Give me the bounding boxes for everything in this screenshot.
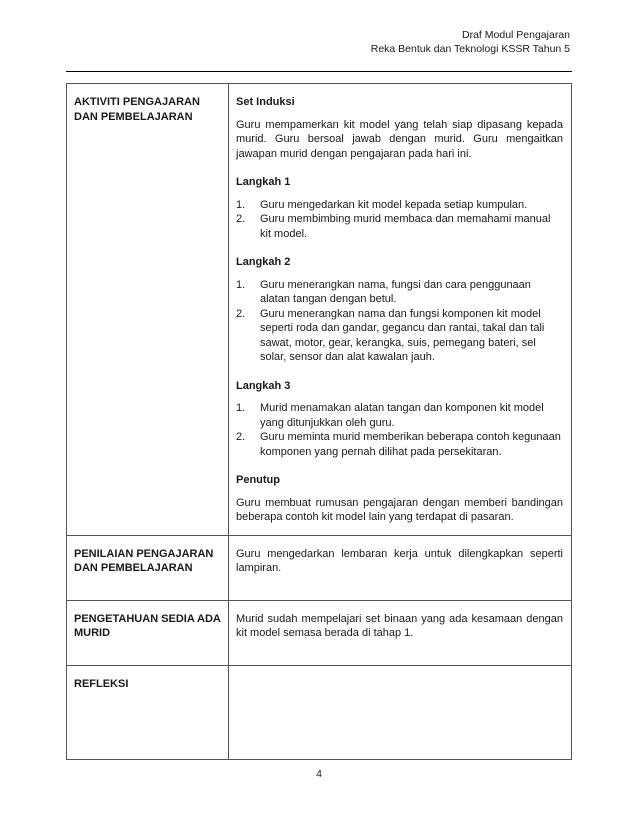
label-refleksi: REFLEKSI [67,665,229,759]
langkah3-title: Langkah 3 [236,379,291,392]
penutup-text: Guru membuat rumusan pengajaran dengan memberi bandingan beberapa contoh kit model lain yang terdapat di pasaran. [236,496,563,523]
item-number: 1. [236,402,246,414]
content-penilaian [229,535,572,600]
list-item [236,212,563,241]
penilaian-text: Guru mengedarkan lembaran kerja untuk dilengkapkan seperti lampiran. [236,547,563,574]
row-aktiviti [67,84,572,536]
item-text: Guru menerangkan nama dan fungsi komponen kit model seperti roda dan gandar, gegancu dan rantai, takal dan tali sawat, motor, gear, kerangka, suis, pemegang bateri, sel solar, sensor dan alat kawalan jauh. [260,307,545,363]
item-number: 2. [236,213,246,225]
list-item [236,430,563,459]
label-aktiviti: AKTIVITI PENGAJARAN DAN PEMBELAJARAN [67,84,229,536]
langkah2-title: Langkah 2 [236,256,291,268]
label-penilaian: PENILAIAN PENGAJARAN DAN PEMBELAJARAN [67,535,229,600]
penutup-title: Penutup [236,474,280,486]
label-pengetahuan: PENGETAHUAN SEDIA ADA MURID [67,600,229,665]
set-induksi-title: Set Induksi [236,96,295,108]
list-item [236,278,563,307]
row-penilaian [67,535,572,600]
item-number: 1. [236,278,246,291]
header-divider [66,71,572,72]
header-line-1: Draf Modul Pengajaran [462,29,570,41]
pengetahuan-text: Murid sudah mempelajari set binaan yang ada kesamaan dengan kit model semasa berada di tahap 1. [236,612,563,639]
row-refleksi [67,665,572,759]
item-text: Murid menamakan alatan tangan dan komponen kit model yang ditunjukkan oleh guru. [260,402,544,429]
set-induksi-text: Guru mempamerkan kit model yang telah siap dipasang kepada murid. Guru bersoal jawab dengan murid. Guru mengaitkan jawapan murid dengan pengajaran pada hari ini. [236,118,563,160]
item-number: 1. [236,198,246,211]
page-number: 4 [316,768,322,780]
content-pengetahuan [229,600,572,665]
item-number: 2. [236,431,246,443]
langkah2-list [236,278,563,365]
document-header [371,28,570,56]
langkah3-list [236,401,563,459]
item-text: Guru meminta murid memberikan beberapa contoh kegunaan komponen yang pernah dilihat pada persekitaran. [260,431,561,458]
row-pengetahuan [67,600,572,665]
item-text: Guru menerangkan nama, fungsi dan cara penggunaan alatan tangan dengan betul. [260,278,531,305]
item-number: 2. [236,307,246,320]
lesson-table [66,83,572,760]
content-refleksi [229,665,572,759]
langkah1-title: Langkah 1 [236,176,291,188]
header-line-2: Reka Bentuk dan Teknologi KSSR Tahun 5 [370,43,570,55]
item-text: Guru mengedarkan kit model kepada setiap kumpulan. [260,198,528,211]
list-item [236,401,563,430]
list-item [236,198,563,213]
item-text: Guru membimbing murid membaca dan memahami manual kit model. [260,213,551,240]
content-aktiviti [229,84,572,536]
langkah1-list [236,198,563,242]
list-item [236,307,563,365]
